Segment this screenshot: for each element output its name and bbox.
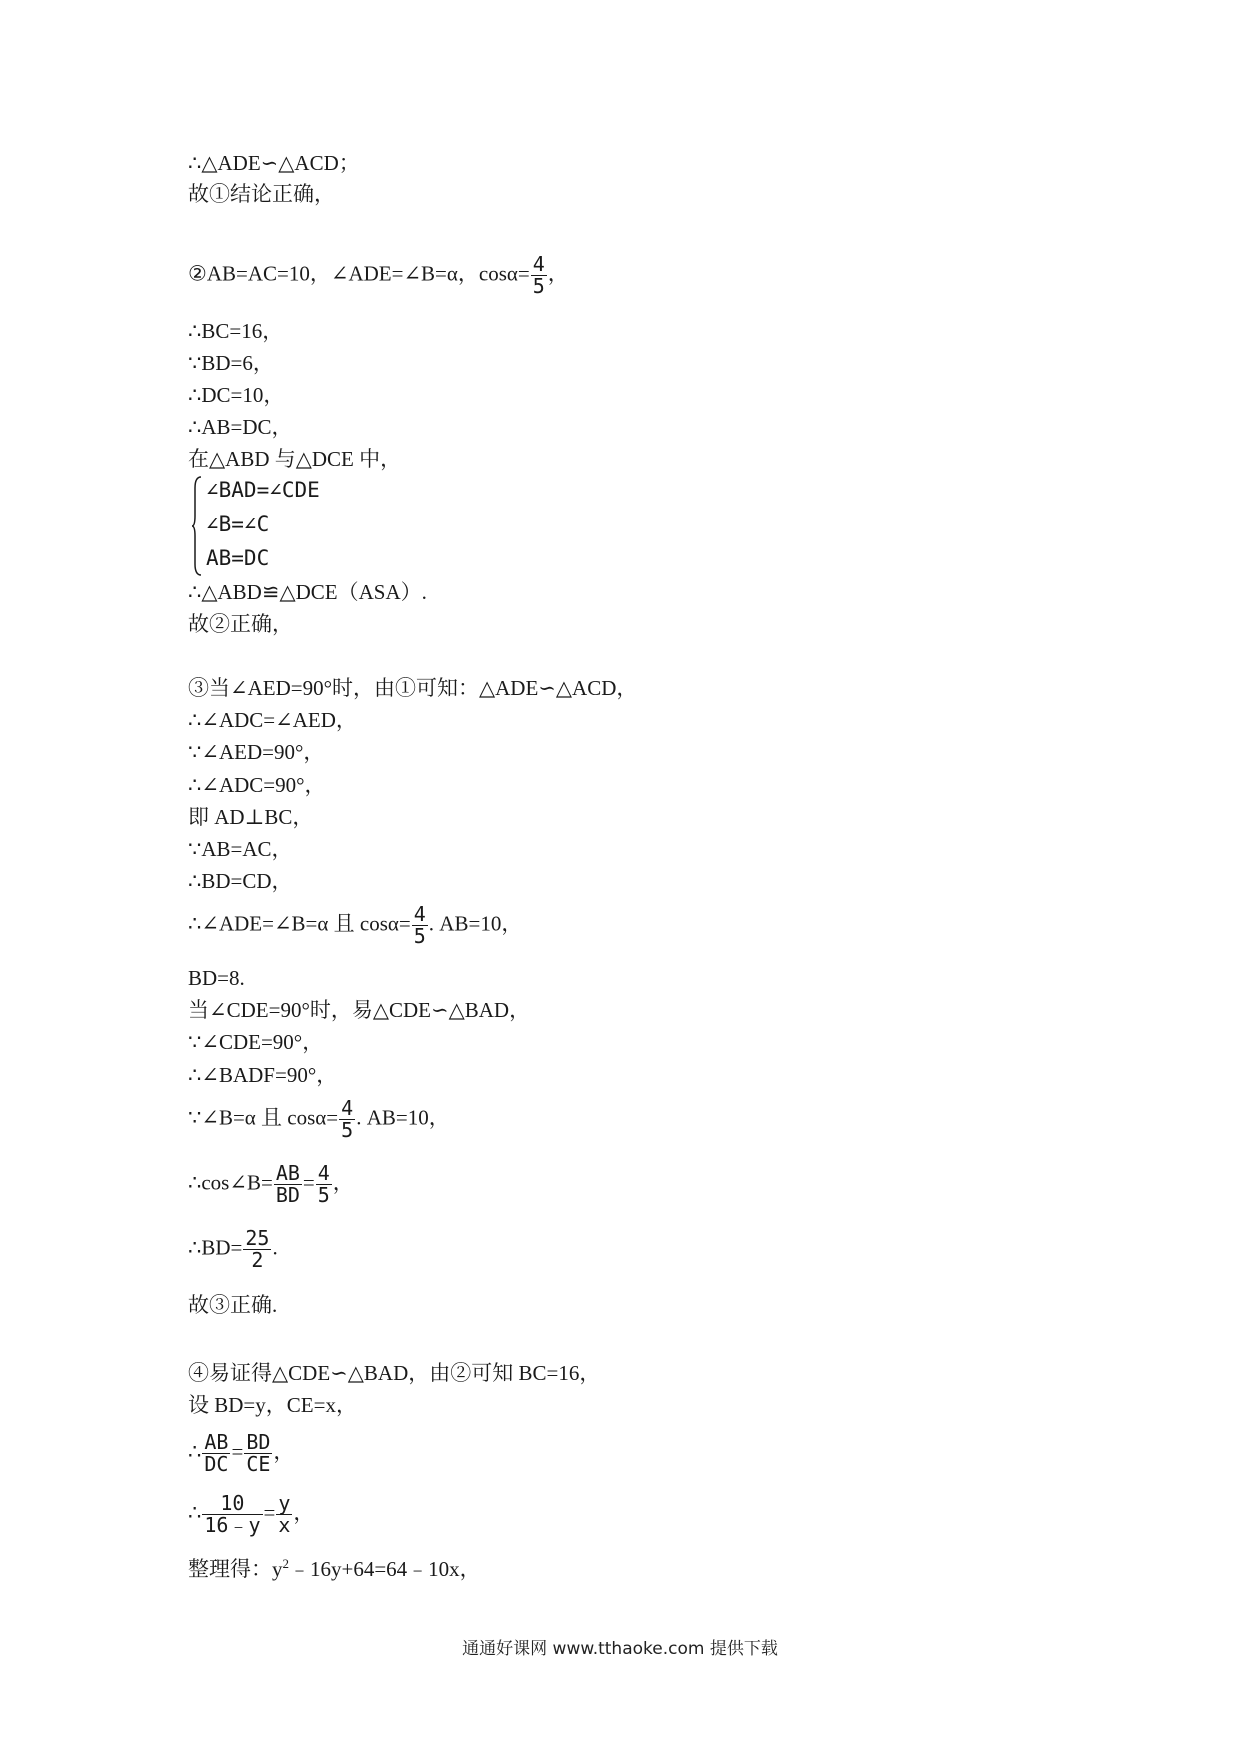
text-segment: ∴	[188, 1439, 202, 1464]
fraction	[412, 904, 428, 947]
fraction-denominator: BD	[275, 1183, 300, 1207]
text-line: 设 BD=y，CE=x，	[188, 1393, 357, 1417]
fraction	[244, 1432, 272, 1475]
fraction-denominator: 16﹣y	[204, 1513, 261, 1537]
fraction-numerator: BD	[246, 1430, 271, 1454]
text-segment: ∴	[188, 1500, 202, 1525]
text-line: ∴BC=16，	[188, 319, 284, 343]
text-line: ∴BD=CD，	[188, 869, 293, 893]
text-segment: ，	[293, 1500, 315, 1525]
system-row: AB=DC	[206, 546, 270, 570]
text-segment: 整理得：y	[188, 1557, 283, 1581]
text-line: ③当∠AED=90°时，由①可知：△ADE∽△ACD，	[188, 676, 638, 700]
text-line: ∴△ABD≌△DCE（ASA）.	[188, 580, 427, 604]
text-line-with-fraction	[188, 1163, 354, 1206]
fraction-numerator: 4	[341, 1096, 354, 1120]
text-line: 故①结论正确，	[188, 182, 335, 206]
text-line: ∴∠BADF=90°，	[188, 1063, 338, 1087]
fraction	[316, 1163, 332, 1206]
text-segment: ②AB=AC=10，∠ADE=∠B=α，cosα=	[188, 261, 530, 286]
text-segment: ，	[273, 1439, 295, 1464]
fraction	[243, 1228, 271, 1271]
text-segment: ∴cos∠B=	[188, 1170, 273, 1195]
fraction	[531, 254, 547, 297]
fraction	[202, 1432, 230, 1475]
text-segment: =	[263, 1500, 276, 1525]
fraction-denominator: CE	[246, 1452, 271, 1476]
text-line: ∴AB=DC，	[188, 415, 293, 439]
text-line-with-fraction	[188, 1493, 314, 1536]
text-line: ∵BD=6，	[188, 351, 274, 375]
fraction-numerator: 10	[202, 1493, 262, 1515]
text-segment: =	[302, 1170, 315, 1195]
system-row: ∠BAD=∠CDE	[206, 478, 320, 502]
fraction	[339, 1098, 355, 1141]
text-line	[188, 1557, 481, 1581]
text-line: ∵∠CDE=90°，	[188, 1030, 324, 1054]
fraction	[202, 1493, 262, 1536]
text-segment: ∵∠B=α 且 cosα=	[188, 1105, 339, 1130]
fraction-numerator: AB	[275, 1161, 300, 1185]
text-line-with-fraction	[188, 1228, 278, 1271]
text-segment: . AB=10，	[428, 911, 523, 936]
text-line: ∴∠ADC=90°，	[188, 773, 326, 797]
fraction-denominator: x	[278, 1513, 291, 1537]
text-line: 在△ABD 与△DCE 中，	[188, 447, 402, 471]
text-line: 故②正确，	[188, 612, 293, 636]
fraction-denominator: 5	[413, 924, 426, 948]
text-line: ∴∠ADC=∠AED，	[188, 708, 357, 732]
text-line: ④易证得△CDE∽△BAD，由②可知 BC=16，	[188, 1361, 601, 1385]
fraction-numerator: 25	[245, 1226, 270, 1250]
text-segment: ，	[332, 1170, 354, 1195]
text-line-with-fraction	[188, 1432, 294, 1475]
text-line: ∵AB=AC，	[188, 837, 293, 861]
text-segment: . AB=10，	[356, 1105, 450, 1130]
text-line-with-fraction	[188, 904, 522, 947]
text-line: 即 AD⊥BC，	[188, 805, 314, 829]
left-brace-icon	[192, 476, 202, 576]
superscript: 2	[282, 1556, 289, 1571]
fraction-denominator: 5	[317, 1183, 330, 1207]
text-line: ∴△ADE∽△ACD；	[188, 151, 360, 175]
text-segment: =	[231, 1439, 244, 1464]
fraction-denominator: 5	[341, 1118, 354, 1142]
text-line: BD=8.	[188, 966, 245, 990]
text-line-with-fraction	[188, 254, 569, 297]
fraction-numerator: y	[278, 1491, 291, 1515]
fraction-numerator: AB	[204, 1430, 229, 1454]
text-line-with-fraction	[188, 1098, 450, 1141]
system-row: ∠B=∠C	[206, 512, 270, 536]
fraction	[276, 1493, 292, 1536]
fraction-denominator: DC	[204, 1452, 229, 1476]
text-line: ∵∠AED=90°，	[188, 740, 325, 764]
text-segment: ﹣16y+64=64﹣10x，	[289, 1557, 481, 1581]
text-segment: ，	[547, 261, 569, 286]
fraction-numerator: 4	[317, 1161, 330, 1185]
fraction-numerator: 4	[413, 902, 426, 926]
fraction-denominator: 5	[532, 274, 545, 298]
fraction-numerator: 4	[532, 252, 545, 276]
text-segment: .	[272, 1235, 278, 1260]
text-line: 故③正确.	[188, 1293, 278, 1317]
fraction-denominator: 2	[251, 1248, 264, 1272]
text-segment: ∴BD=	[188, 1235, 243, 1260]
text-segment: ∴∠ADE=∠B=α 且 cosα=	[188, 911, 411, 936]
page-footer: 通通好课网 www.tthaoke.com 提供下载	[462, 1639, 778, 1659]
text-line: ∴DC=10，	[188, 383, 285, 407]
fraction	[274, 1163, 302, 1206]
text-line: 当∠CDE=90°时，易△CDE∽△BAD，	[188, 998, 531, 1022]
